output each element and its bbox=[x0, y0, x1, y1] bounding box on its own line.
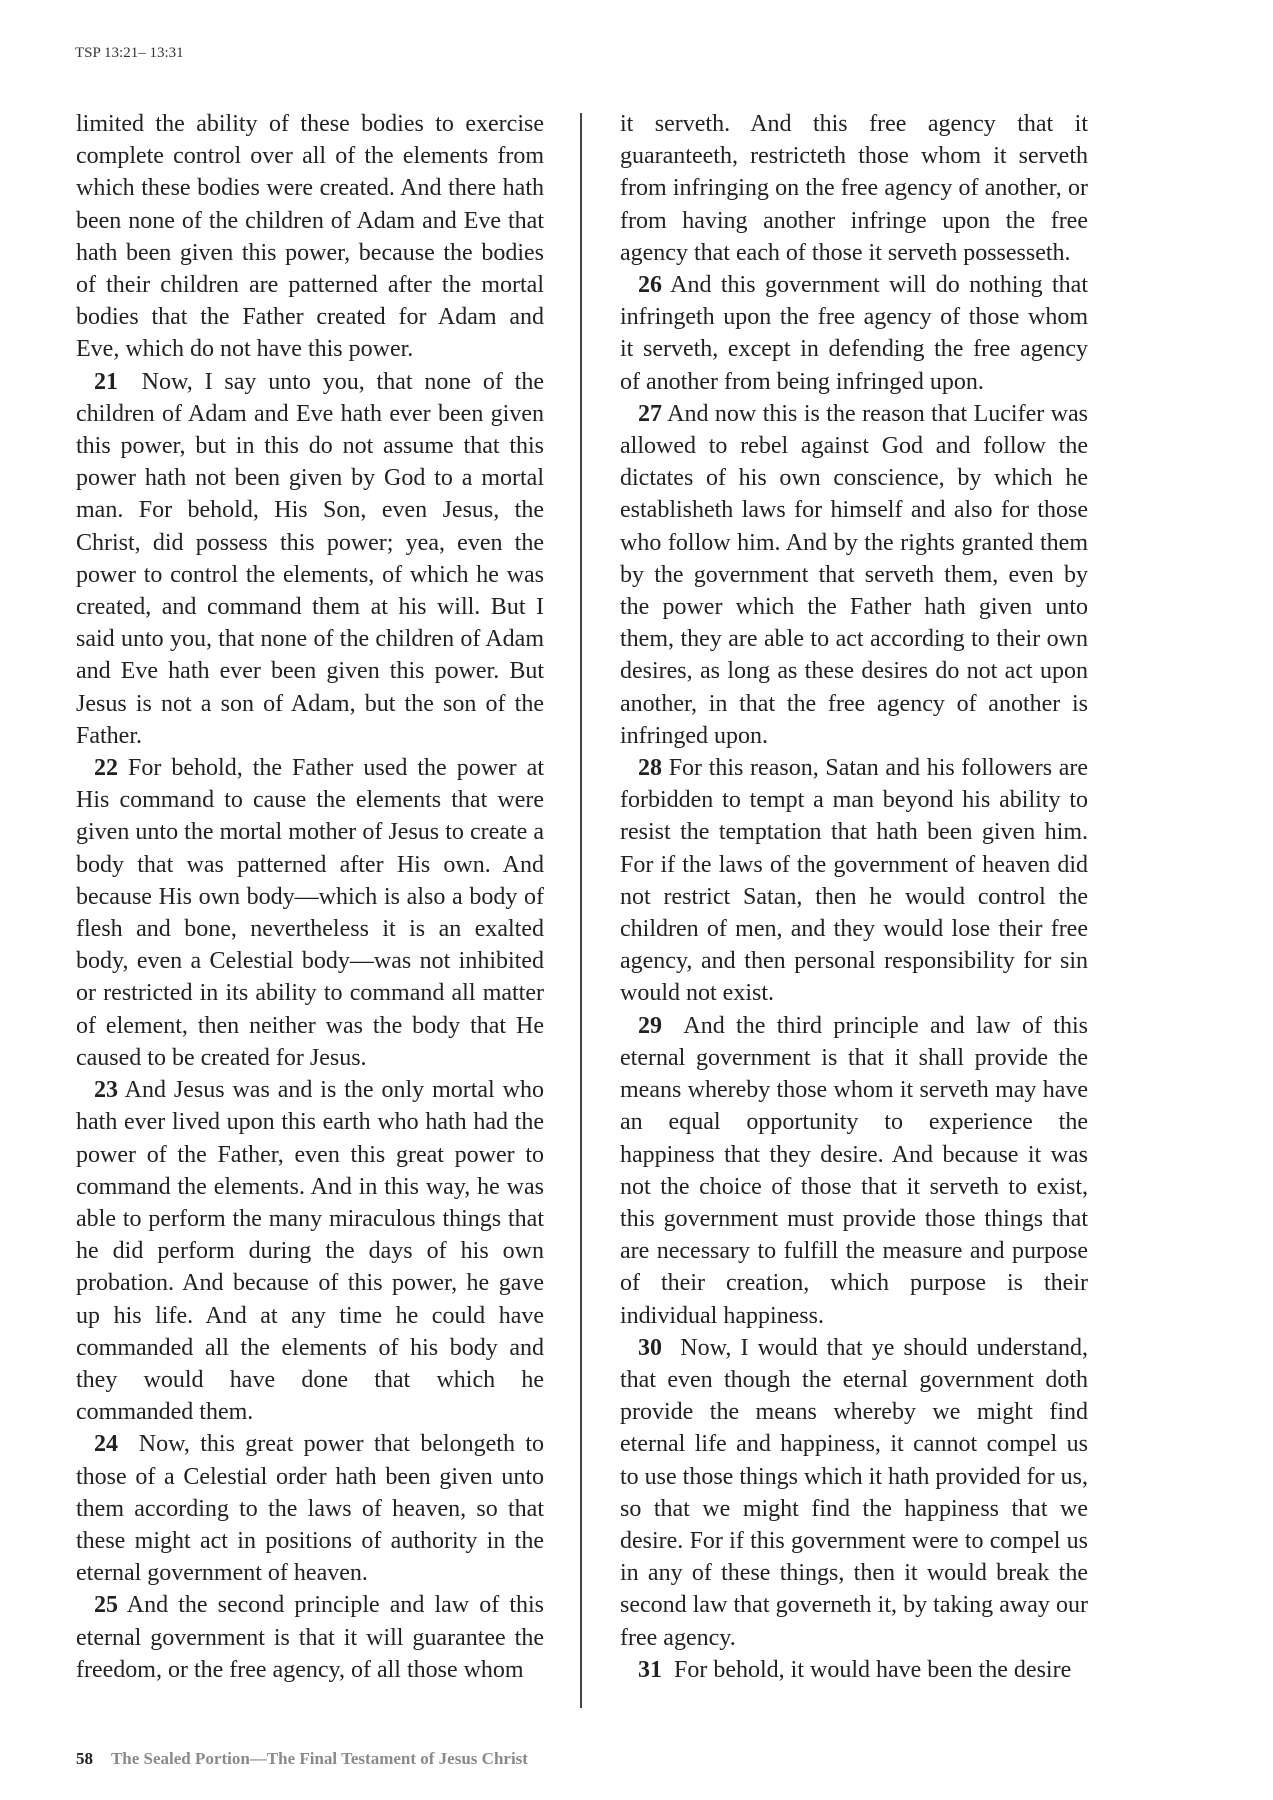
verse-text: And this government will do nothing that infringeth upon the free agency of those whom it serveth, except in defending the free agency of another from being infringed upon. bbox=[620, 272, 1088, 395]
verse-text: And now this is the reason that Lucifer was allowed to rebel against God and follow the dictates of his own conscience, by which he establisheth laws for himself and also for those who follow him. And by the rights granted them by the government that serveth them, even by the power which the Father hath given unto them, they are able to act according to their own desires, as long as these desires do not act upon another, in that the free agency of another is infringed upon. bbox=[620, 400, 1088, 749]
verse-text: Now, I say unto you, that none of the children of Adam and Eve hath ever been given this power, but in this do not assume that this power hath not been given by God to a mortal man. For behold, His Son, even Jesus, the Christ, did possess this power; yea, even the power to control the elements, of which he was created, and command them at his will. But I said unto you, that none of the children of Adam and Eve hath ever been given this power. But Jesus is not a son of Adam, but the son of the Father. bbox=[76, 368, 544, 749]
verse-paragraph bbox=[620, 398, 1088, 752]
running-header: TSP 13:21– 13:31 bbox=[75, 45, 184, 61]
right-column bbox=[620, 108, 1088, 1686]
paragraph bbox=[76, 108, 544, 366]
column-divider bbox=[580, 113, 582, 1708]
verse-number: 25 bbox=[94, 1592, 118, 1619]
verse-number: 21 bbox=[94, 368, 118, 395]
verse-text: For behold, the Father used the power at His command to cause the elements that were given unto the mortal mother of Jesus to create a body that was patterned after His own. And because His own body—which is also a body of flesh and bone, nevertheless it is an exalted body, even a Celestial body—was not inhibited or restricted in its ability to command all matter of element, then neither was the body that He caused to be created for Jesus. bbox=[76, 755, 544, 1071]
verse-paragraph bbox=[76, 1428, 544, 1589]
paragraph-text: limited the ability of these bodies to exercise complete control over all of the elements from which these bodies were created. And there hath been none of the children of Adam and Eve that hath been given this power, because the bodies of their children are patterned after the mortal bodies that the Father created for Adam and Eve, which do not have this power. bbox=[76, 111, 544, 363]
verse-text: For this reason, Satan and his followers are forbidden to tempt a man beyond his ability to resist the temptation that hath been given him. For if the laws of the government of heaven did not restrict Satan, then he would control the children of men, and they would lose their free agency, and then personal responsibility for sin would not exist. bbox=[620, 755, 1089, 1007]
verse-text: And the second principle and law of this eternal government is that it will guarantee the freedom, or the free agency, of all those whom bbox=[76, 1592, 544, 1683]
verse-paragraph bbox=[620, 269, 1088, 398]
verse-text: Now, I would that ye should understand, that even though the eternal government doth provide the means whereby we might find eternal life and happiness, it cannot compel us to use those things which it hath provided for us, so that we might find the happiness that we desire. For if this government were to compel us in any of these things, then it would break the second law that governeth it, by taking away our free agency. bbox=[620, 1334, 1088, 1651]
verse-text: For behold, it would have been the desire bbox=[674, 1656, 1072, 1683]
paragraph bbox=[620, 108, 1088, 269]
verse-text: And the third principle and law of this eternal government is that it shall provide the means whereby those whom it serveth may have an equal opportunity to experience the happiness that they desire. And because it was not the choice of those that it serveth to exist, this government must provide those things that are necessary to fulfill the measure and purpose of their creation, which purpose is their individual happiness. bbox=[620, 1012, 1088, 1329]
verse-text: And Jesus was and is the only mortal who hath ever lived upon this earth who hath had the power of the Father, even this great power to command the elements. And in this way, he was able to perform the many miraculous things that he did perform during the days of his own probation. And because of this power, he gave up his life. And at any time he could have commanded all the elements of his body and they would have done that which he commanded them. bbox=[76, 1077, 544, 1426]
verse-number: 27 bbox=[638, 400, 662, 427]
verse-paragraph bbox=[620, 1654, 1088, 1686]
verse-number: 23 bbox=[94, 1077, 118, 1104]
verse-number: 29 bbox=[638, 1012, 662, 1039]
book-title: The Sealed Portion—The Final Testament of Jesus Christ bbox=[110, 1749, 528, 1768]
verse-paragraph bbox=[76, 366, 544, 752]
verse-number: 30 bbox=[638, 1334, 662, 1361]
verse-paragraph bbox=[620, 752, 1088, 1010]
paragraph-text: it serveth. And this free agency that it guaranteeth, restricteth those whom it serveth from infringing on the free agency of another, or from having another infringe upon the free agency that each of those it serveth possesseth. bbox=[620, 111, 1088, 266]
verse-paragraph bbox=[76, 752, 544, 1074]
left-column bbox=[76, 108, 544, 1686]
verse-number: 31 bbox=[638, 1656, 662, 1683]
verse-number: 26 bbox=[638, 272, 662, 299]
verse-paragraph bbox=[620, 1332, 1088, 1654]
verse-paragraph bbox=[76, 1074, 544, 1428]
page-footer bbox=[76, 1749, 528, 1769]
verse-paragraph bbox=[76, 1589, 544, 1686]
verse-text: Now, this great power that belongeth to those of a Celestial order hath been given unto them according to the laws of heaven, so that these might act in positions of authority in the eternal government of heaven. bbox=[76, 1431, 544, 1587]
verse-number: 22 bbox=[94, 755, 118, 782]
verse-paragraph bbox=[620, 1010, 1088, 1332]
verse-number: 28 bbox=[638, 755, 662, 782]
page-number: 58 bbox=[76, 1749, 93, 1768]
verse-number: 24 bbox=[94, 1431, 118, 1458]
